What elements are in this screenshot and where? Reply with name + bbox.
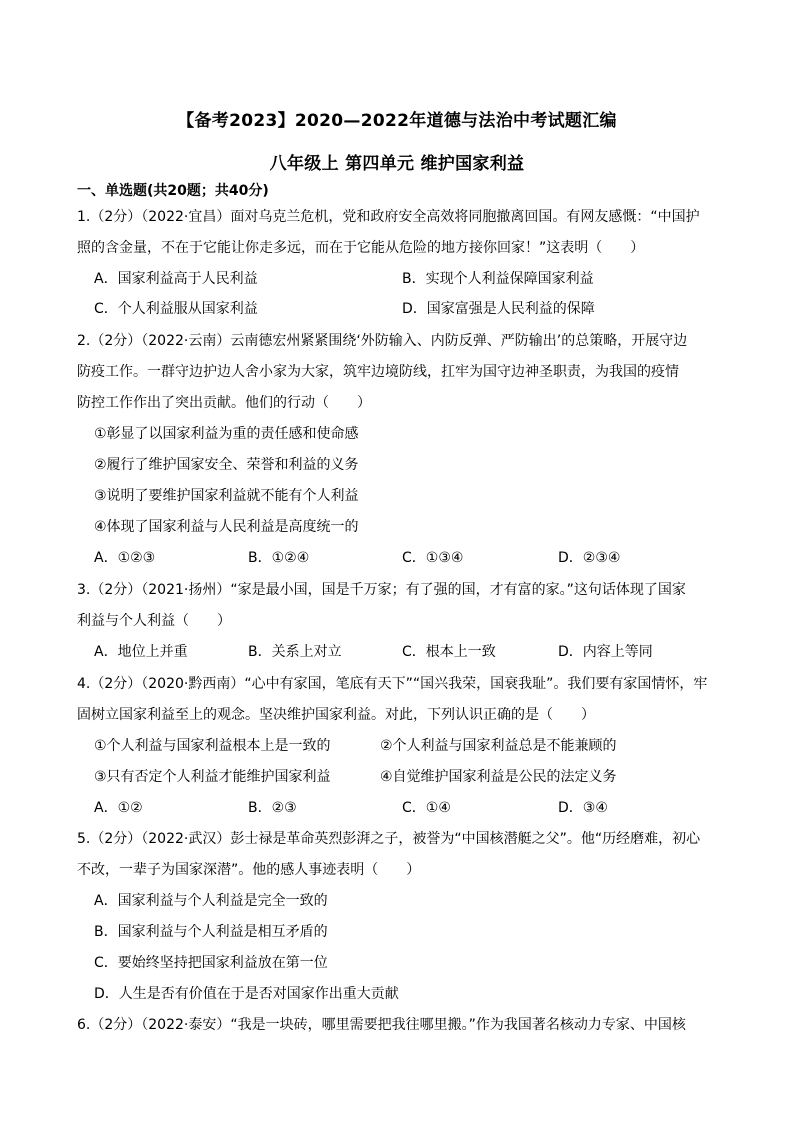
- question-2-statement-3: ③说明了要维护国家利益就不能有个人利益: [94, 488, 359, 504]
- question-4-option-c: C．①④: [402, 800, 451, 816]
- question-3-option-a: A．地位上并重: [94, 644, 188, 660]
- question-1-option-c: C．个人利益服从国家利益: [94, 301, 258, 317]
- question-2-stem-line-2: 防疫工作。一群守边护边人舍小家为大家，筑牢边境防线，扛牢为国守边神圣职责，为我国的疫情: [77, 364, 679, 380]
- question-4-statement-4: ④自觉维护国家利益是公民的法定义务: [380, 769, 617, 785]
- question-1-option-b: B．实现个人利益保障国家利益: [402, 271, 594, 287]
- question-4-stem-line-1: 4.（2分）（2020·黔西南）“心中有家国，笔底有天下”“国兴我荣，国衰我耻”。我们要有家国情怀，牢: [77, 676, 708, 692]
- question-1-stem-line-2: 照的含金量，不在于它能让你走多远，而在于它能从危险的地方接你回家！”这表明（ ）: [77, 240, 645, 256]
- question-3-option-b: B．关系上对立: [248, 644, 342, 660]
- question-2-statement-4: ④体现了国家利益与人民利益是高度统一的: [94, 519, 359, 535]
- question-4-statement-3: ③只有否定个人利益才能维护国家利益: [94, 769, 331, 785]
- question-4-option-a: A．①②: [94, 800, 143, 816]
- question-1-stem-line-1: 1.（2分）（2022·宜昌）面对乌克兰危机，党和政府安全高效将同胞撤离回国。有网友感慨：“中国护: [77, 209, 700, 225]
- question-3-stem-line-2: 利益与个人利益（ ）: [77, 613, 231, 629]
- document-subtitle: 八年级上 第四单元 维护国家利益: [269, 154, 525, 174]
- question-5-stem-line-1: 5.（2分）（2022·武汉）彭士禄是革命英烈彭湃之子，被誉为“中国核潜艇之父”。他“历经磨难，初心: [77, 831, 701, 847]
- section-heading: 一、单选题(共20题；共40分): [77, 183, 269, 199]
- question-5-option-b: B．国家利益与个人利益是相互矛盾的: [94, 924, 328, 940]
- question-4-option-d: D．③④: [558, 800, 608, 816]
- question-4-statement-2: ②个人利益与国家利益总是不能兼顾的: [380, 738, 617, 754]
- document-title: 【备考2023】2020—2022年道德与法治中考试题汇编: [177, 111, 617, 131]
- question-2-stem-line-3: 防控工作作出了突出贡献。他们的行动（ ）: [77, 395, 371, 411]
- question-2-statement-1: ①彰显了以国家利益为重的责任感和使命感: [94, 426, 359, 442]
- question-5-option-c: C．要始终坚持把国家利益放在第一位: [94, 955, 328, 971]
- question-4-statement-1: ①个人利益与国家利益根本上是一致的: [94, 738, 331, 754]
- question-1-option-a: A．国家利益高于人民利益: [94, 271, 258, 287]
- question-2-option-c: C．①③④: [402, 550, 464, 566]
- question-6-stem-line-1: 6.（2分）（2022·泰安）“我是一块砖，哪里需要把我往哪里搬。”作为我国著名核动力专家、中国核: [77, 1017, 686, 1033]
- question-2-option-d: D．②③④: [558, 550, 621, 566]
- question-2-option-a: A．①②③: [94, 550, 156, 566]
- question-5-stem-line-2: 不改，一辈子为国家深潜”。他的感人事迹表明（ ）: [77, 862, 421, 878]
- question-3-option-d: D．内容上等同: [558, 644, 653, 660]
- question-2-option-b: B．①②④: [248, 550, 310, 566]
- question-4-stem-line-2: 固树立国家利益至上的观念。坚决维护国家利益。对此，下列认识正确的是（ ）: [77, 707, 595, 723]
- question-5-option-a: A．国家利益与个人利益是完全一致的: [94, 893, 328, 909]
- question-3-stem-line-1: 3.（2分）（2021·扬州）“家是最小国，国是千万家；有了强的国，才有富的家。”这句话体现了国家: [77, 582, 686, 598]
- question-5-option-d: D．人生是否有价值在于是否对国家作出重大贡献: [94, 986, 399, 1002]
- question-3-option-c: C．根本上一致: [402, 644, 496, 660]
- question-1-option-d: D．国家富强是人民利益的保障: [402, 301, 595, 317]
- question-2-statement-2: ②履行了维护国家安全、荣誉和利益的义务: [94, 457, 359, 473]
- question-4-option-b: B．②③: [248, 800, 297, 816]
- question-2-stem-line-1: 2.（2分）（2022·云南）云南德宏州紧紧围绕‘外防输入、内防反弹、严防输出’的总策略，开展守边: [77, 333, 688, 349]
